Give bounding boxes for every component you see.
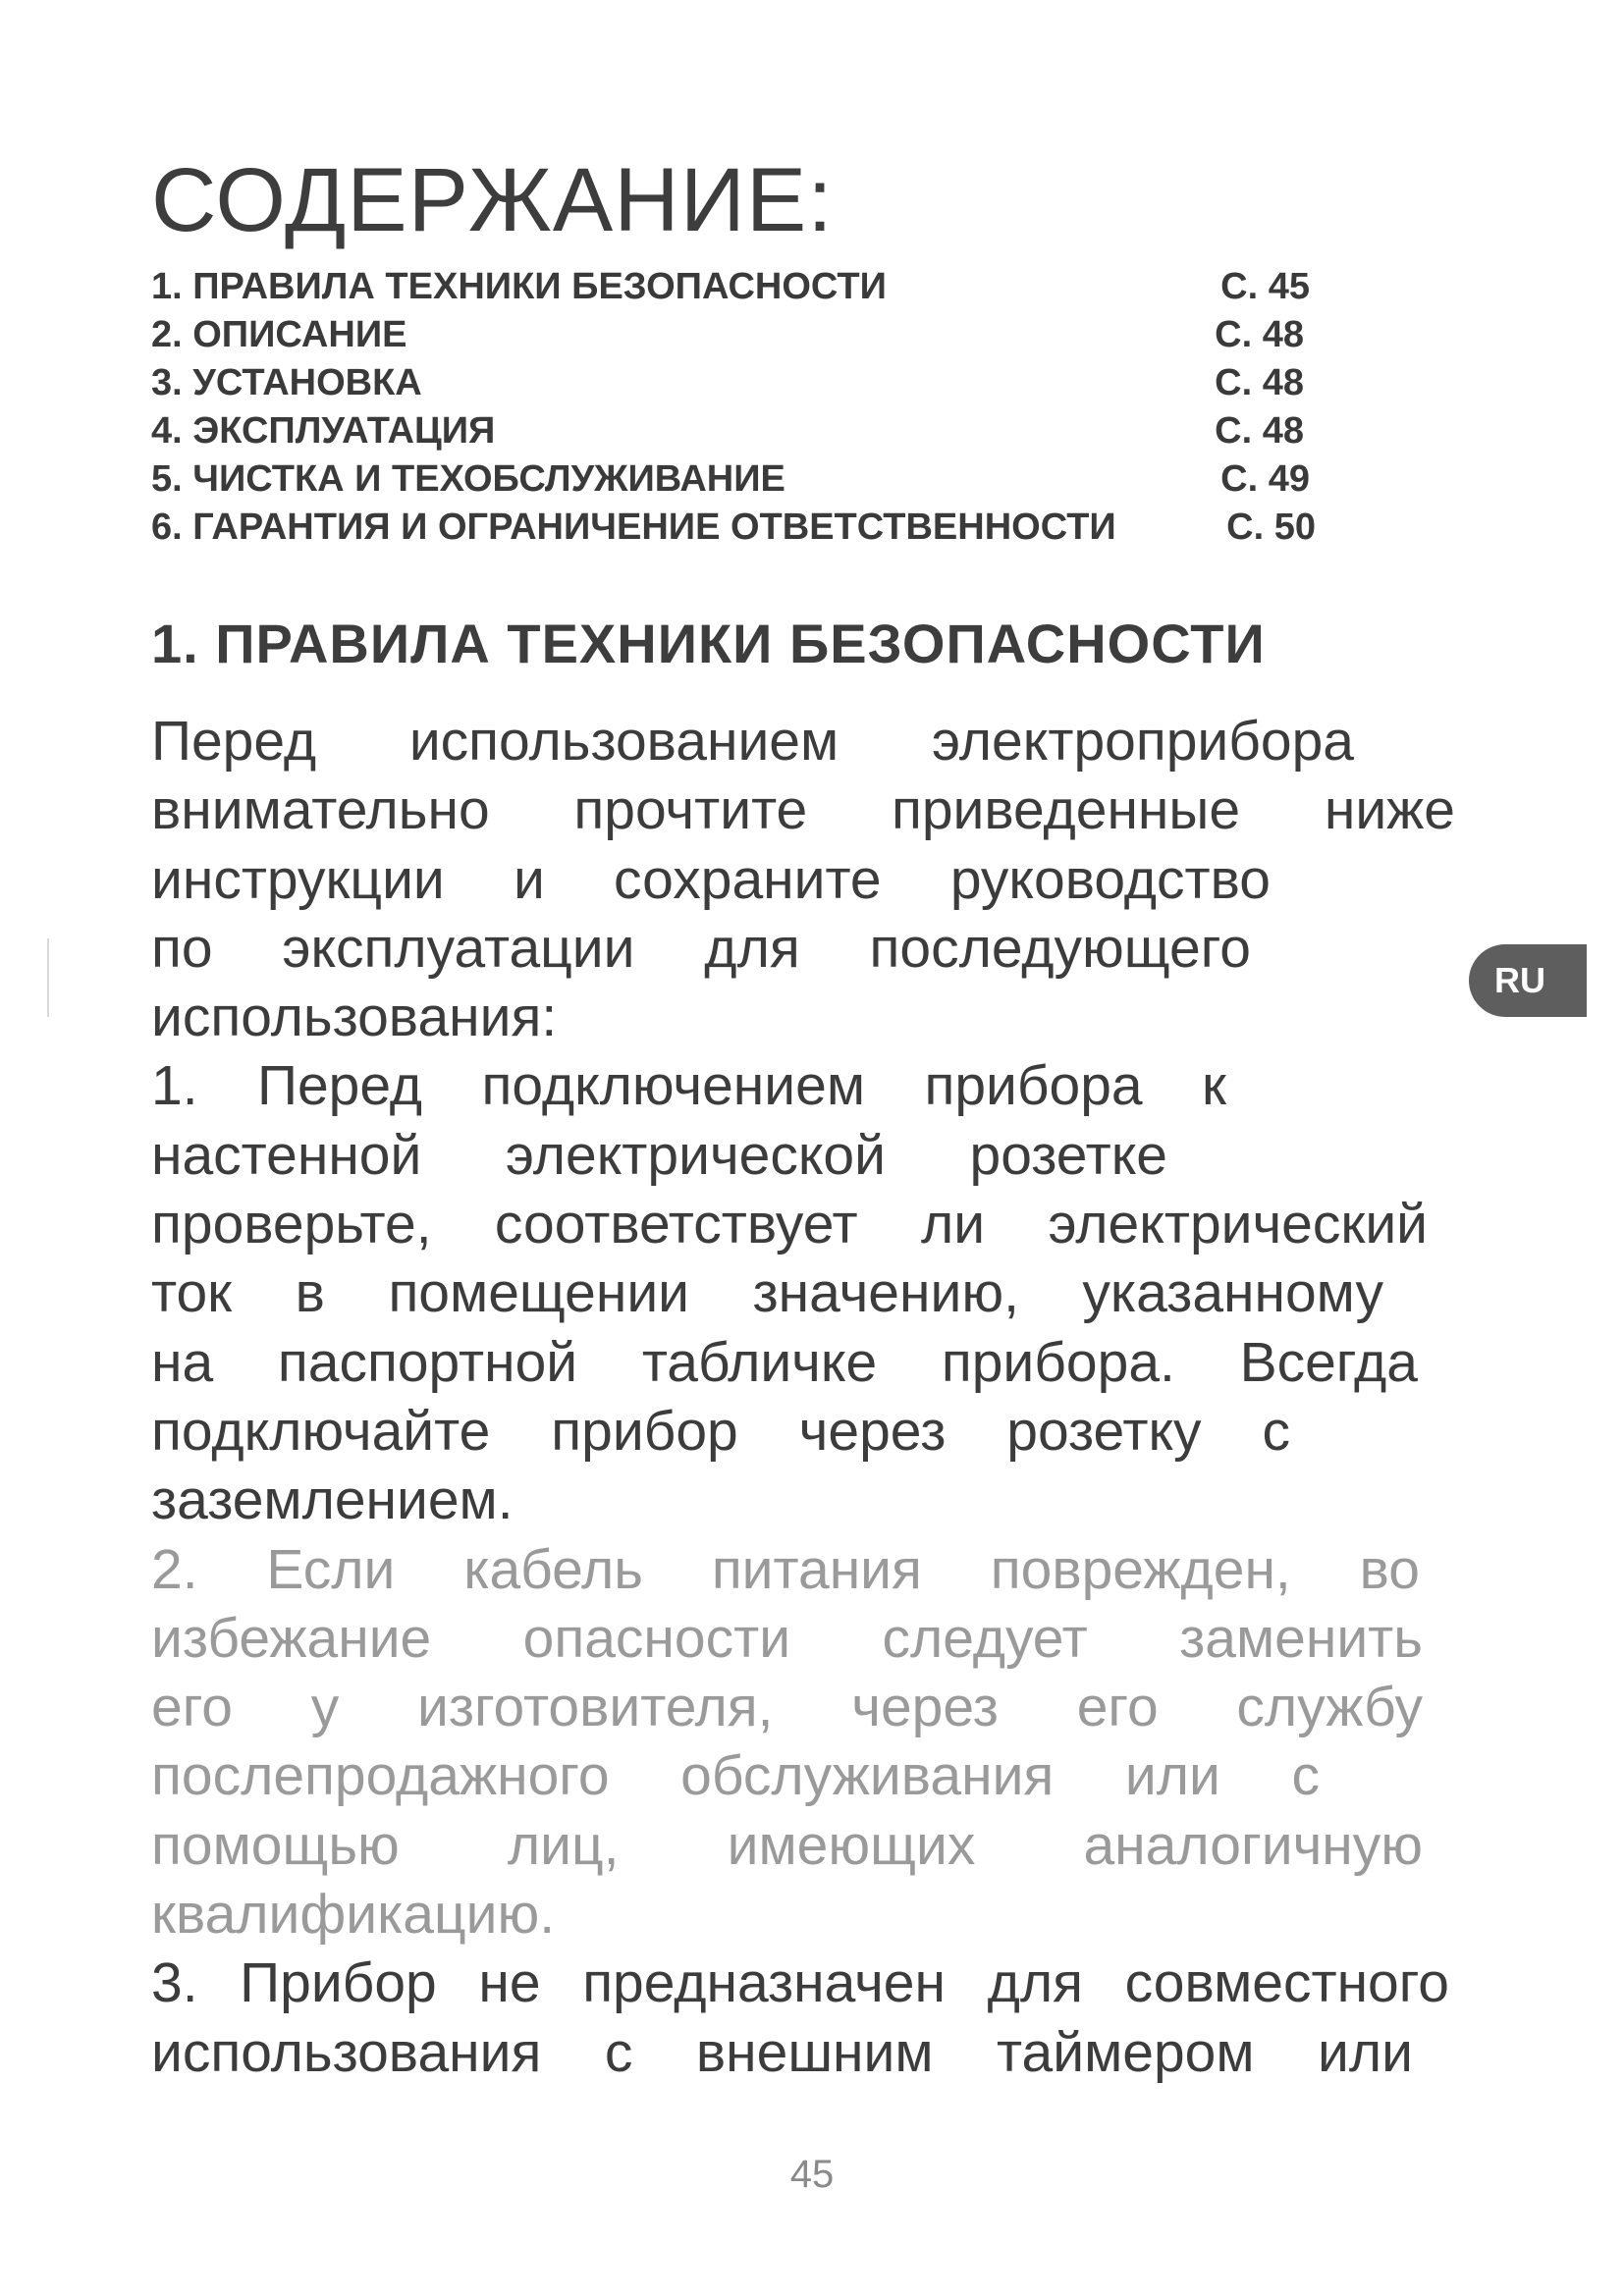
text-line: ток в помещении значению, указанному (151, 1261, 1383, 1325)
toc-item-page: С. 48 (1215, 314, 1304, 355)
toc-item-label: 4. ЭКСПЛУАТАЦИЯ (151, 410, 496, 452)
text-line: послепродажного обслуживания или с (151, 1744, 1320, 1808)
toc-item (151, 407, 1316, 455)
toc-item (151, 504, 1316, 552)
toc-item-label: 5. ЧИСТКА И ТЕХОБСЛУЖИВАНИЕ (151, 458, 785, 500)
toc-item-page: С. 49 (1220, 458, 1310, 500)
text-line: внимательно прочтите приведенные ниже (151, 778, 1455, 842)
text-line: его у изготовителя, через его службу (151, 1676, 1423, 1739)
text-line: настенной электрической розетке (151, 1123, 1167, 1187)
text-line: использования с внешним таймером или (151, 2020, 1413, 2084)
text-line: заземлением. (151, 1468, 514, 1532)
toc-item-label: 6. ГАРАНТИЯ И ОГРАНИЧЕНИЕ ОТВЕТСТВЕННОСТИ (151, 507, 1116, 548)
page-number: 45 (789, 2153, 835, 2196)
text-line: проверьте, соответствует ли электрический (151, 1193, 1428, 1256)
language-tab: RU (1469, 944, 1587, 1017)
safety-instructions-text (151, 707, 1455, 2087)
margin-mark (47, 938, 49, 1017)
toc-item (151, 263, 1316, 311)
text-line: 2. Если кабель питания поврежден, во (151, 1537, 1420, 1601)
page-title: СОДЕРЖАНИЕ: (151, 150, 834, 250)
text-line: на паспортной табличке прибора. Всегда (151, 1330, 1418, 1394)
toc-item-page: С. 48 (1215, 362, 1304, 403)
toc-item (151, 359, 1316, 407)
toc-item-label: 2. ОПИСАНИЕ (151, 314, 407, 355)
text-line: подключайте прибор через розетку с (151, 1399, 1290, 1463)
table-of-contents (151, 263, 1316, 552)
toc-item-label: 3. УСТАНОВКА (151, 362, 422, 403)
text-line: помощью лиц, имеющих аналогичную (151, 1813, 1423, 1877)
text-line: 3. Прибор не предназначен для совместного (151, 1951, 1449, 2015)
section-heading: 1. ПРАВИЛА ТЕХНИКИ БЕЗОПАСНОСТИ (151, 613, 1266, 674)
toc-item-page: С. 45 (1220, 266, 1310, 307)
text-line: инструкции и сохраните руководство (151, 847, 1271, 911)
text-line: по эксплуатации для последующего (151, 916, 1251, 980)
toc-item-page: С. 50 (1226, 507, 1316, 548)
text-line: использования: (151, 986, 558, 1049)
text-line: Перед использованием электроприбора (151, 710, 1354, 773)
text-line: квалификацию. (151, 1883, 556, 1947)
toc-item-page: С. 48 (1215, 410, 1304, 452)
text-line: 1. Перед подключением прибора к (151, 1054, 1226, 1118)
toc-item (151, 455, 1316, 504)
toc-item (151, 311, 1316, 359)
text-line: избежание опасности следует заменить (151, 1606, 1423, 1670)
toc-item-label: 1. ПРАВИЛА ТЕХНИКИ БЕЗОПАСНОСТИ (151, 266, 887, 307)
